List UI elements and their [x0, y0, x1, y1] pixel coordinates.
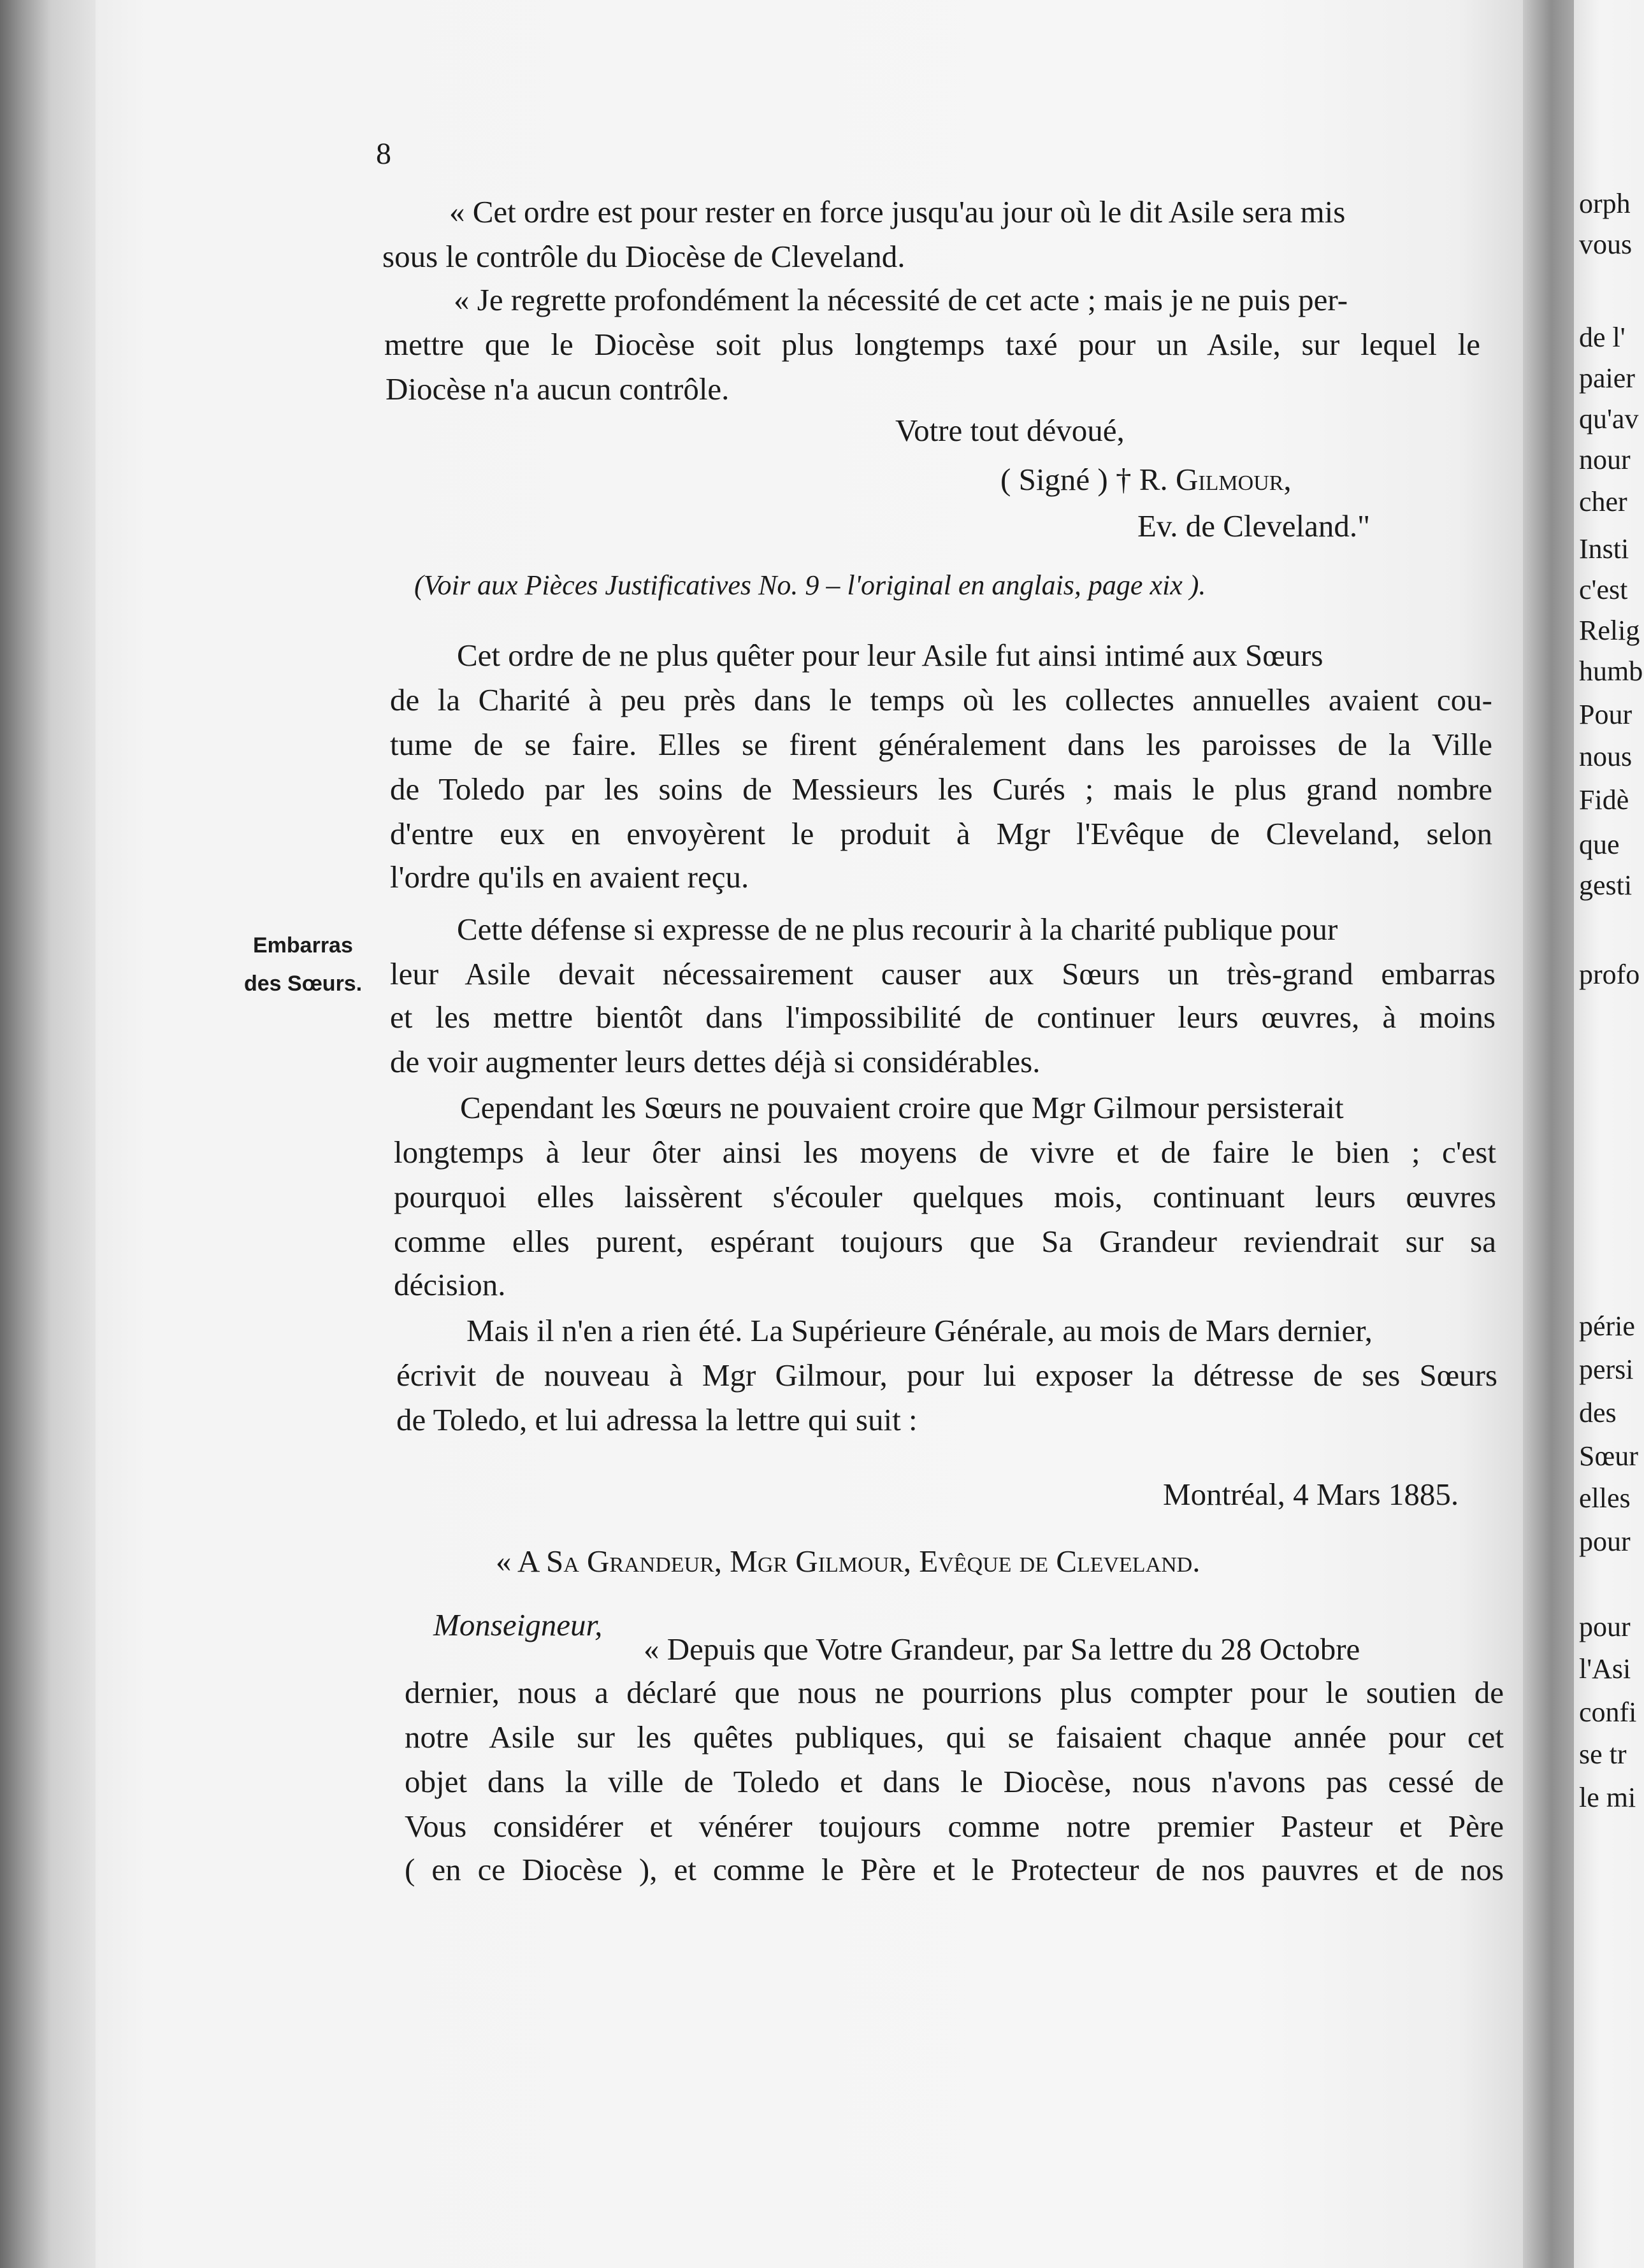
letter-salutation: Monseigneur, — [433, 1607, 603, 1642]
text-line: écrivit de nouveau à Mgr Gilmour, pour lui exposer la détresse de ses Sœurs — [396, 1358, 1497, 1393]
text-line: de voir augmenter leurs dettes déjà si considérables. — [390, 1044, 1041, 1079]
facing-page-fragment: profo — [1579, 959, 1640, 990]
facing-page-fragment: que — [1579, 829, 1620, 860]
facing-page-fragment: l'Asi — [1579, 1653, 1631, 1684]
text-line: Vous considérer et vénérer toujours comme notre premier Pasteur et Père — [405, 1809, 1504, 1844]
text-line: leur Asile devait nécessairement causer aux Sœurs un très-grand embarras — [390, 956, 1496, 991]
facing-page-fragment: Insti — [1579, 533, 1629, 564]
facing-page-fragment: Fidè — [1579, 784, 1629, 815]
facing-page-fragment: pour — [1579, 1611, 1631, 1642]
text-line: mettre que le Diocèse soit plus longtemps taxé pour un Asile, sur lequel le — [384, 327, 1480, 362]
facing-page-fragment: orph — [1579, 188, 1631, 219]
text-line: « Depuis que Votre Grandeur, par Sa lettre du 28 Octobre — [644, 1632, 1360, 1667]
facing-page-fragment: persi — [1579, 1354, 1634, 1385]
signature-name: Gilmour, — [1175, 462, 1292, 497]
facing-page-fragment: périe — [1579, 1310, 1635, 1342]
facing-page-fragment: nous — [1579, 741, 1633, 772]
text-line: « Cet ordre est pour rester en force jusqu'au jour où le dit Asile sera mis — [449, 194, 1346, 229]
text-line: objet dans la ville de Toledo et dans le Diocèse, nous n'avons pas cessé de — [405, 1764, 1504, 1799]
text-line: Mais il n'en a rien été. La Supérieure Générale, au mois de Mars dernier, — [466, 1313, 1373, 1348]
text-line: d'entre eux en envoyèrent le produit à Mgr l'Evêque de Cleveland, selon — [390, 816, 1492, 851]
facing-page-fragment: Relig — [1579, 615, 1640, 646]
facing-page-fragment: humb — [1579, 656, 1643, 687]
facing-page-fragment: se tr — [1579, 1739, 1627, 1770]
facing-page-fragment: nour — [1579, 444, 1631, 475]
facing-page-fragment: pour — [1579, 1526, 1631, 1557]
text-line: de Toledo par les soins de Messieurs les Curés ; mais le plus grand nombre — [390, 772, 1492, 807]
facing-page-fragment: Pour — [1579, 699, 1633, 730]
facing-page-fragment: gesti — [1579, 870, 1633, 901]
letter-signature — [1000, 460, 1292, 499]
text-line: Cette défense si expresse de ne plus recourir à la charité publique pour — [457, 912, 1338, 947]
text-line: sous le contrôle du Diocèse de Cleveland. — [382, 239, 905, 274]
facing-page-fragment: paier — [1579, 362, 1635, 394]
text-line: pourquoi elles laissèrent s'écouler quelques mois, continuant leurs œuvres — [394, 1179, 1496, 1214]
text-line: décision. — [394, 1267, 506, 1302]
text-line: Cet ordre de ne plus quêter pour leur Asile fut ainsi intimé aux Sœurs — [457, 638, 1323, 673]
reference-note: (Voir aux Pièces Justificatives No. 9 – l'original en anglais, page xix ). — [414, 570, 1206, 601]
facing-page-fragment: le mi — [1579, 1782, 1636, 1813]
text-line: de Toledo, et lui adressa la lettre qui suit : — [396, 1402, 918, 1437]
text-line: Cependant les Sœurs ne pouvaient croire que Mgr Gilmour persisterait — [460, 1090, 1344, 1125]
text-line: et les mettre bientôt dans l'impossibilité de continuer leurs œuvres, à moins — [390, 1000, 1496, 1035]
text-line: l'ordre qu'ils en avaient reçu. — [390, 859, 749, 894]
letter-address: « A Sa Grandeur, Mgr Gilmour, Evêque de Cleveland. — [496, 1544, 1201, 1579]
facing-page-fragment: cher — [1579, 486, 1627, 517]
text-line: tume de se faire. Elles se firent généralement dans les paroisses de la Ville — [390, 727, 1492, 762]
facing-page-fragment: Sœur — [1579, 1440, 1638, 1472]
text-line: ( en ce Diocèse ), et comme le Père et le Protecteur de nos pauvres et de nos — [405, 1852, 1504, 1887]
facing-page-fragment: qu'av — [1579, 403, 1639, 434]
text-line: Diocèse n'a aucun contrôle. — [386, 371, 730, 406]
signature-title: Ev. de Cleveland." — [1137, 508, 1371, 543]
facing-page-fragment: de l' — [1579, 322, 1626, 353]
text-line: de la Charité à peu près dans le temps où les collectes annuelles avaient cou- — [390, 682, 1492, 717]
margin-note: des Sœurs. — [244, 972, 363, 996]
letter-closing: Votre tout dévoué, — [895, 413, 1125, 448]
text-line: notre Asile sur les quêtes publiques, qui se faisaient chaque année pour cet — [405, 1719, 1504, 1755]
facing-page-fragment: elles — [1579, 1482, 1631, 1514]
text-line: dernier, nous a déclaré que nous ne pourrions plus compter pour le soutien de — [405, 1675, 1504, 1710]
facing-page-fragment: des — [1579, 1397, 1617, 1428]
text-line: longtemps à leur ôter ainsi les moyens de vivre et de faire le bien ; c'est — [394, 1135, 1496, 1170]
facing-page-fragment: confi — [1579, 1697, 1637, 1728]
signature-prefix: ( Signé ) † R. — [1000, 462, 1176, 497]
margin-note: Embarras — [253, 933, 353, 958]
letter-date: Montréal, 4 Mars 1885. — [1163, 1477, 1459, 1512]
text-line: « Je regrette profondément la nécessité de cet acte ; mais je ne puis per- — [454, 282, 1348, 317]
facing-page-fragment: vous — [1579, 229, 1633, 260]
text-line: comme elles purent, espérant toujours que Sa Grandeur reviendrait sur sa — [394, 1224, 1496, 1259]
page-number: 8 — [376, 137, 391, 171]
facing-page-fragment: c'est — [1579, 574, 1628, 605]
